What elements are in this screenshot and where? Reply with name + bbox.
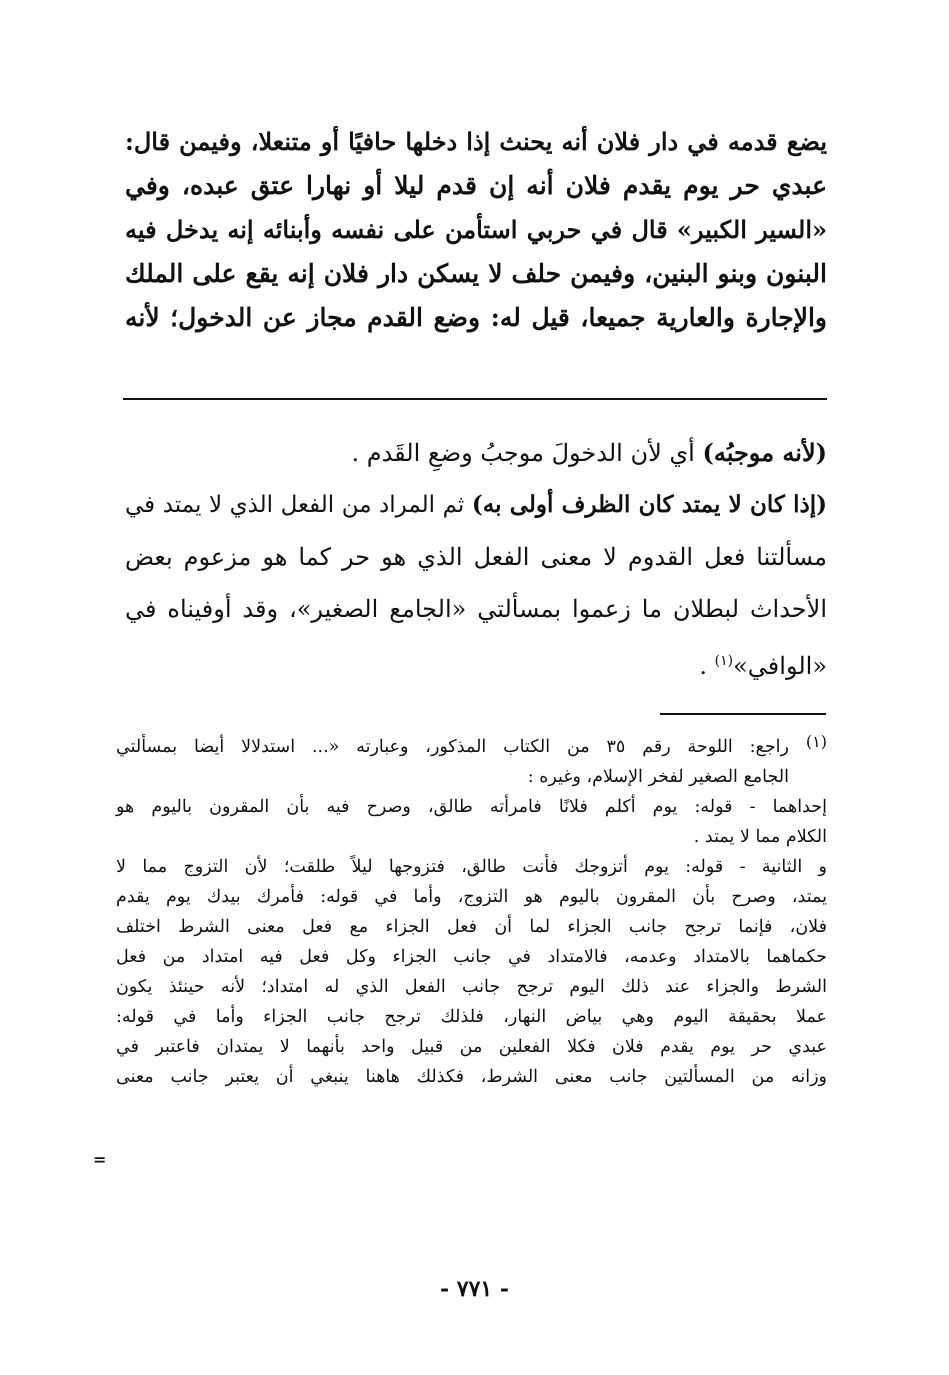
commentary-text: . xyxy=(699,652,715,680)
footnote-reference[interactable]: (١) xyxy=(714,653,734,669)
main-line: والإجارة والعارية جميعا، قيل له: وضع القدم مجاز عن الدخول؛ لأنه xyxy=(125,303,827,332)
continuation-mark: = xyxy=(93,1150,107,1169)
commentary-keyword: (لأنه موجبُه) xyxy=(702,438,827,467)
commentary-line xyxy=(125,635,827,687)
main-line: يضع قدمه في دار فلان أنه يحنث إذا دخلها حافيًا أو متنعلا، وفيمن قال: xyxy=(125,127,828,156)
footnote-line: عبدي حر يوم يقدم فلان فكلا الفعلين من قبيل واحد بأنهما لا يمتدان فاعتبر في xyxy=(116,1037,827,1057)
footnote-line: إحداهما - قوله: يوم أكلم فلانًا فامرأته طالق، وصرح فيه بأن المقرون باليوم هو xyxy=(116,797,827,817)
main-text xyxy=(125,120,827,340)
footnote-separator-rule xyxy=(660,713,826,715)
commentary-keyword: (إذا كان لا يمتد كان الظرف أولى به) xyxy=(471,491,828,518)
commentary-line: مسألتنا فعل القدوم لا معنى الفعل الذي هو حر كما هو مزعوم بعض xyxy=(125,543,827,571)
commentary-text: «الوافي» xyxy=(733,652,827,680)
main-line: عبدي حر يوم يقدم فلان أنه إن قدم ليلا أو نهارا عتق عبده، وفي xyxy=(125,171,827,200)
main-separator-rule xyxy=(123,398,827,400)
commentary-line: الأحداث لبطلان ما زعموا بمسألتي «الجامع الصغير»، وقد أوفيناه في xyxy=(125,595,827,623)
footnote-line: الجامع الصغير لفخر الإسلام، وغيره : xyxy=(527,767,789,787)
commentary-text: أي لأن الدخولَ موجبُ وضعِ القَدم . xyxy=(351,439,695,467)
footnote-line: الشرط والجزاء عند ذلك اليوم ترجح جانب الفعل الذي له امتداد؛ لأنه حينئذ يكون xyxy=(116,977,827,997)
main-line: البنون وبنو البنين، وفيمن حلف لا يسكن دار فلان إنه يقع على الملك xyxy=(125,259,827,288)
commentary-line xyxy=(125,427,827,479)
footnote-line: وزانه من المسألتين جانب معنى الشرط، فكذلك هاهنا ينبغي أن يعتبر جانب معنى xyxy=(116,1067,827,1087)
commentary-text: ثم المراد من الفعل الذي لا يمتد في xyxy=(125,492,465,518)
footnote-line: حكماهما بالامتداد وعدمه، فالامتداد في جانب الجزاء وكل فعل فيه امتداد من فعل xyxy=(116,947,827,967)
commentary xyxy=(125,427,827,687)
footnote-line: يمتد، وصرح بأن المقرون باليوم هو التزوج، وأما في قوله: فأمرك بيدك يوم يقدم xyxy=(116,887,827,907)
footnote-line: و الثانية - قوله: يوم أتزوجك فأنت طالق، فتزوجها ليلاً طلقت؛ لأن التزوج مما لا xyxy=(116,857,827,877)
commentary-line xyxy=(125,479,827,531)
main-line: «السير الكبير» قال في حربي استأمن على نفسه وأبنائه إنه يدخل فيه xyxy=(125,215,828,244)
page-number: - ٧٧١ - xyxy=(439,1276,510,1302)
footnote-number: (١) xyxy=(805,732,827,751)
footnote-line: راجع: اللوحة رقم ٣٥ من الكتاب المذكور، وعبارته «... استدلالا أيضا بمسألتي xyxy=(116,737,789,757)
footnote xyxy=(116,732,827,1092)
footnote-line: الكلام مما لا يمتد . xyxy=(693,827,827,847)
footnote-line: عملا بحقيقة اليوم وهي بياض النهار، فلذلك ترجح جانب الجزاء وأما في قوله: xyxy=(116,1007,827,1027)
footnote-line: فلان، فإنما ترجح جانب الجزاء لما أن فعل الجزاء مع فعل معنى الشرط اختلف xyxy=(116,917,827,937)
